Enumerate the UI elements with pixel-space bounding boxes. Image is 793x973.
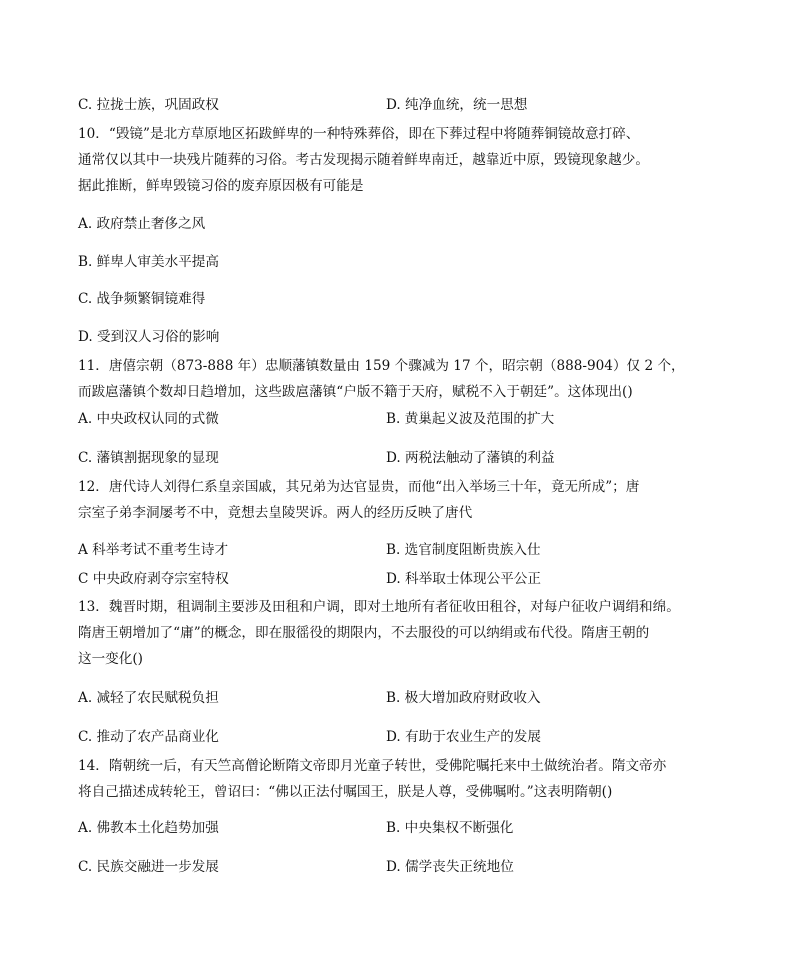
q14-stem-line-1: 14．隋朝统一后，有天竺高僧论断隋文帝即月光童子转世，受佛陀嘱托来中土做统治者。隋文帝亦 (78, 758, 667, 774)
q14-option-a: A. 佛教本土化趋势加强 (78, 820, 219, 836)
q14-option-d: D. 儒学丧失正统地位 (386, 859, 514, 875)
q11-option-a: A. 中央政权认同的式微 (78, 411, 219, 427)
q11-stem-line-2: 而跋扈藩镇个数却日趋增加，这些跋扈藩镇“户版不籍于天府，赋税不入于朝廷”。这体现出() (78, 384, 633, 400)
q12-option-c: C 中央政府剥夺宗室特权 (78, 571, 229, 587)
q11-option-d: D. 两税法触动了藩镇的利益 (386, 450, 555, 466)
q12-option-d: D. 科举取士体现公平公正 (386, 571, 541, 587)
q12-stem-line-1: 12．唐代诗人刘得仁系皇亲国戚，其兄弟为达官显贵，而他“出入举场三十年，竟无所成”；唐 (78, 479, 640, 495)
q13-option-b: B. 极大增加政府财政收入 (386, 690, 541, 706)
q12-option-b: B. 选官制度阻断贵族入仕 (386, 542, 541, 558)
q14-option-b: B. 中央集权不断强化 (386, 820, 514, 836)
q11-stem-line-1: 11．唐僖宗朝（873-888 年）忠顺藩镇数量由 159 个骤减为 17 个，昭宗朝（888-904）仅 2 个， (78, 358, 685, 374)
q9-option-c: C. 拉拢士族，巩固政权 (78, 97, 219, 113)
q11-option-b: B. 黄巢起义波及范围的扩大 (386, 411, 555, 427)
q10-stem-line-2: 通常仅以其中一块残片随葬的习俗。考古发现揭示随着鲜卑南迁，越靠近中原，毁镜现象越少。 (78, 152, 649, 168)
q14-stem-line-2: 将自己描述成转轮王，曾诏曰：“佛以正法付嘱国王，朕是人尊，受佛嘱咐。”这表明隋朝() (78, 784, 613, 800)
q13-option-d: D. 有助于农业生产的发展 (386, 729, 541, 745)
q10-option-b: B. 鲜卑人审美水平提高 (78, 254, 219, 270)
q10-option-d: D. 受到汉人习俗的影响 (78, 329, 220, 345)
q9-option-d: D. 纯净血统，统一思想 (386, 97, 528, 113)
q13-stem-line-2: 隋唐王朝增加了“庸”的概念，即在服徭役的期限内，不去服役的可以纳绢或布代役。隋唐王朝的 (78, 625, 650, 641)
q11-option-c: C. 藩镇割据现象的显现 (78, 450, 219, 466)
q10-stem-line-1: 10．“毁镜”是北方草原地区拓跋鲜卑的一种特殊葬俗，即在下葬过程中将随葬铜镜故意打碎、 (78, 126, 640, 142)
q13-stem-line-3: 这一变化() (78, 651, 143, 667)
q12-stem-line-2: 宗室子弟李洞屡考不中，竟想去皇陵哭诉。两人的经历反映了唐代 (78, 505, 473, 521)
q10-stem-line-3: 据此推断，鲜卑毁镜习俗的废弃原因极有可能是 (78, 178, 364, 194)
q12-option-a: A 科举考试不重考生诗才 (78, 542, 229, 558)
q13-option-c: C. 推动了农产品商业化 (78, 729, 219, 745)
q13-stem-line-1: 13．魏晋时期，租调制主要涉及田租和户调，即对土地所有者征收田租谷，对每户征收户调绢和绵。 (78, 599, 680, 615)
q14-option-c: C. 民族交融进一步发展 (78, 859, 219, 875)
q13-option-a: A. 减轻了农民赋税负担 (78, 690, 219, 706)
q10-option-a: A. 政府禁止奢侈之风 (78, 216, 206, 232)
q10-option-c: C. 战争频繁铜镜难得 (78, 291, 206, 307)
